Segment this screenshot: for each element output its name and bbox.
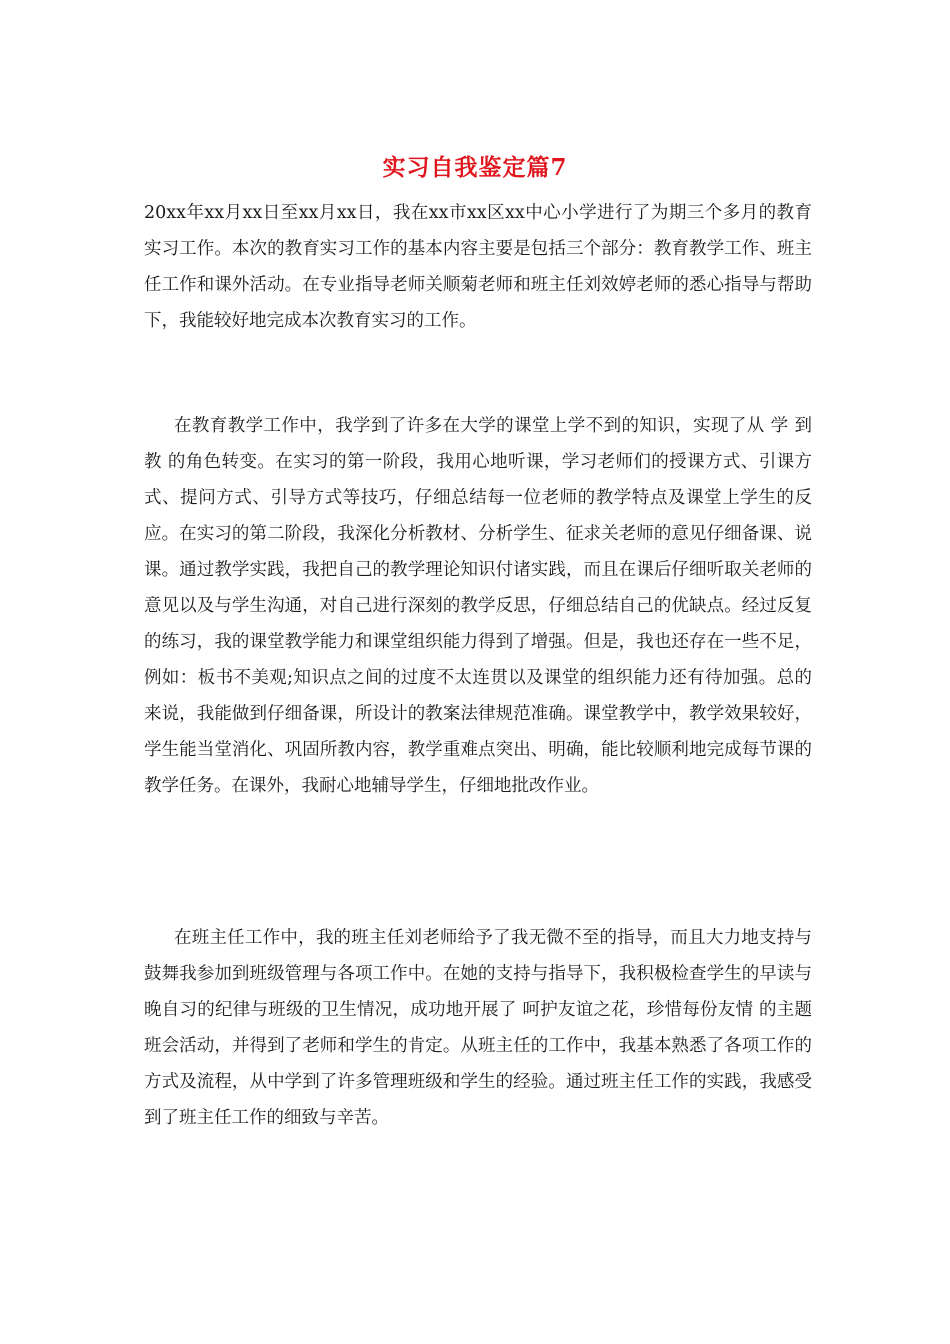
paragraph-class-teacher: 在班主任工作中，我的班主任刘老师给予了我无微不至的指导，而且大力地支持与鼓舞我参加到班级管理与各项工作中。在她的支持与指导下，我积极检查学生的早读与晚自习的纪律与班级的卫生情况，成功地开展了 呵护友谊之花，珍惜每份友情 的主题班会活动，并得到了老师和学生的肯定。从班主任的工作中，我基本熟悉了各项工作的方式及流程，从中学到了许多管理班级和学生的经验。通过班主任工作的实践，我感受到了班主任工作的细致与辛苦。 [144,928,812,1128]
paragraph-teaching: 在教育教学工作中，我学到了许多在大学的课堂上学不到的知识，实现了从 学 到 教 的角色转变。在实习的第一阶段，我用心地听课，学习老师们的授课方式、引课方式、提问方式、引导方式等技巧，仔细总结每一位老师的教学特点及课堂上学生的反应。在实习的第二阶段，我深化分析教材、分析学生、征求关老师的意见仔细备课、说课。通过教学实践，我把自己的教学理论知识付诸实践，而且在课后仔细听取关老师的意见以及与学生沟通，对自己进行深刻的教学反思，仔细总结自己的优缺点。经过反复的练习，我的课堂教学能力和课堂组织能力得到了增强。但是，我也还存在一些不足，例如：板书不美观;知识点之间的过度不太连贯以及课堂的组织能力还有待加强。总的来说，我能做到仔细备课，所设计的教案法律规范准确。课堂教学中，教学效果较好，学生能当堂消化、巩固所教内容，教学重难点突出、明确，能比较顺利地完成每节课的教学任务。在课外，我耐心地辅导学生，仔细地批改作业。 [144,416,812,796]
document-title: 实习自我鉴定篇7 [382,154,568,181]
paragraph-intro: 20xx年xx月xx日至xx月xx日，我在xx市xx区xx中心小学进行了为期三个多月的教育实习工作。本次的教育实习工作的基本内容主要是包括三个部分：教育教学工作、班主任工作和课外活动。在专业指导老师关顺菊老师和班主任刘效婷老师的悉心指导与帮助下，我能较好地完成本次教育实习的工作。 [144,203,812,331]
